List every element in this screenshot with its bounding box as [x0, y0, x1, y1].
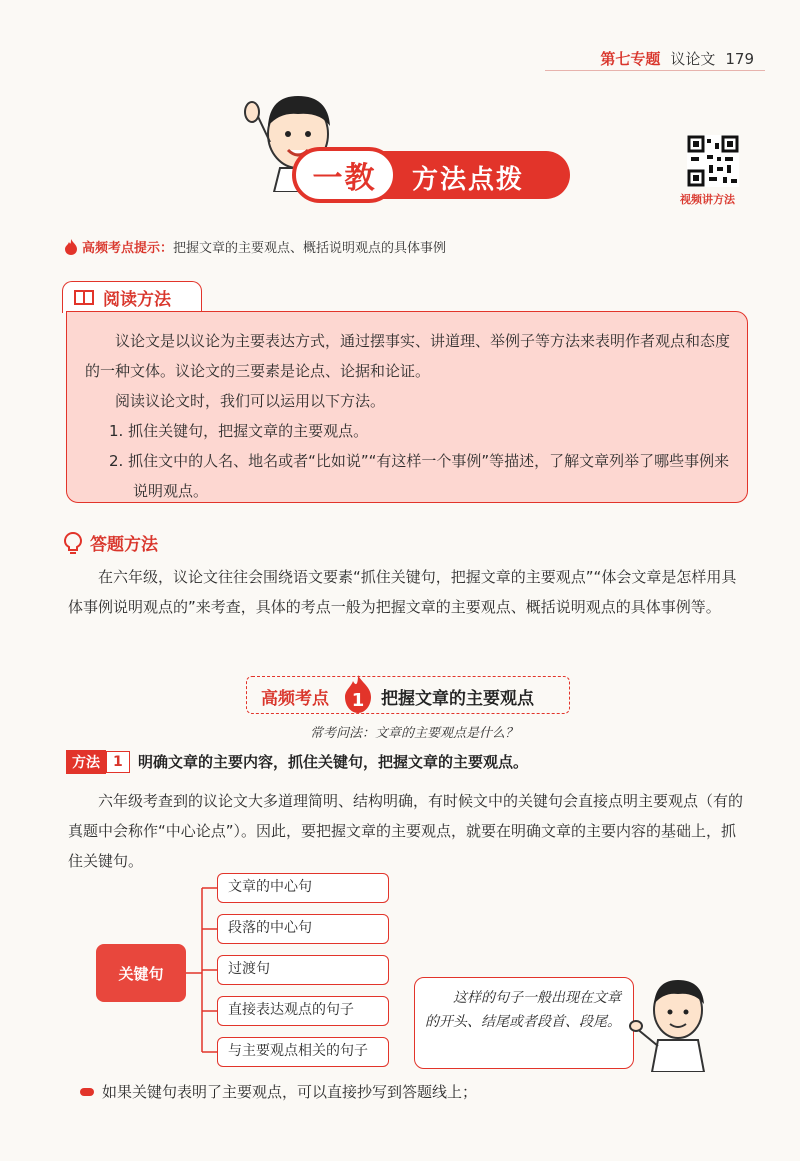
flame-icon [64, 239, 78, 255]
key-point-title: 把握文章的主要观点 [381, 689, 534, 709]
section-banner [292, 147, 575, 203]
banner-title: 方法点拨 [412, 165, 525, 195]
method-body [68, 786, 748, 876]
teacher-pointing-icon [628, 972, 718, 1072]
reading-method-box [66, 311, 748, 503]
exam-hint [64, 237, 446, 256]
page-number: 179 [725, 49, 754, 68]
reading-method-tab [62, 281, 202, 313]
header-divider [545, 70, 765, 71]
bottom-tip [80, 1081, 477, 1102]
banner-big-char: 一教 [312, 161, 377, 196]
reading-item-2: 2. 抓住文中的人名、地名或者“比如说”“有这样一个事例”等描述，了解文章列举了哪些事例来说明观点。 [109, 452, 730, 500]
qr-code-icon [687, 135, 739, 187]
diagram-leaf: 直接表达观点的句子 [217, 996, 389, 1026]
reading-lead: 阅读议论文时，我们可以运用以下方法。 [115, 392, 386, 410]
answer-method-heading [64, 530, 158, 555]
diagram-leaf: 段落的中心句 [217, 914, 389, 944]
diagram-root: 关键句 [96, 944, 186, 1002]
speech-bubble [414, 977, 634, 1069]
lightbulb-icon [64, 532, 82, 554]
bottom-tip-text: 如果关键句表明了主要观点，可以直接抄写到答题线上； [102, 1083, 478, 1101]
diagram-leaf: 过渡句 [217, 955, 389, 985]
banner-badge [292, 147, 397, 203]
answer-method-body [68, 562, 748, 622]
reading-method-title: 阅读方法 [103, 290, 171, 310]
hint-text: 把握文章的主要观点、概括说明观点的具体事例 [173, 241, 447, 256]
qr-label: 视频讲方法 [680, 193, 735, 206]
hint-label: 高频考点提示： [82, 241, 174, 256]
key-point-label: 高频考点 [261, 689, 329, 709]
qr-code[interactable] [687, 135, 739, 187]
topic-label: 议论文 [670, 50, 716, 68]
key-point-question: 常考问法：文章的主要观点是什么？ [310, 726, 519, 741]
page-header [600, 48, 754, 69]
method-title: 明确文章的主要内容，抓住关键句，把握文章的主要观点。 [138, 753, 529, 771]
diagram-leaf: 文章的中心句 [217, 873, 389, 903]
flame-number-icon [343, 675, 373, 713]
reading-item-1: 1. 抓住关键句，把握文章的主要观点。 [109, 422, 369, 440]
method-tag-label: 方法 [66, 750, 106, 774]
method-tag [66, 750, 130, 774]
diagram-leaf: 与主要观点相关的句子 [217, 1037, 389, 1067]
diagram-connectors [186, 880, 218, 1060]
answer-method-title: 答题方法 [90, 535, 158, 555]
key-point-heading [246, 676, 570, 714]
book-icon [73, 289, 95, 307]
speech-bubble-text: 这样的句子一般出现在文章的开头、结尾或者段首、段尾。 [425, 990, 621, 1030]
reading-intro: 议论文是以议论为主要表达方式，通过摆事实、讲道理、举例子等方法来表明作者观点和态度的一种文体。议论文的三要素是论点、论据和论证。 [85, 332, 731, 380]
method-body-text: 六年级考查到的议论文大多道理简明、结构明确，有时候文中的关键句会直接点明主要观点（有的真题中会称作“中心论点”）。因此，要把握文章的主要观点，就要在明确文章的主要内容的基础上，抓住关键句。 [68, 792, 744, 870]
answer-method-text: 在六年级，议论文往往会围绕语文要素“抓住关键句，把握文章的主要观点”“体会文章是怎样用具体事例说明观点的”来考查，具体的考点一般为把握文章的主要观点、概括说明观点的具体事例等。 [68, 568, 737, 616]
chapter-label: 第七专题 [600, 50, 661, 68]
key-point-number: 1 [351, 690, 365, 711]
bullet-icon [80, 1088, 94, 1096]
method-tag-number: 1 [106, 751, 130, 773]
